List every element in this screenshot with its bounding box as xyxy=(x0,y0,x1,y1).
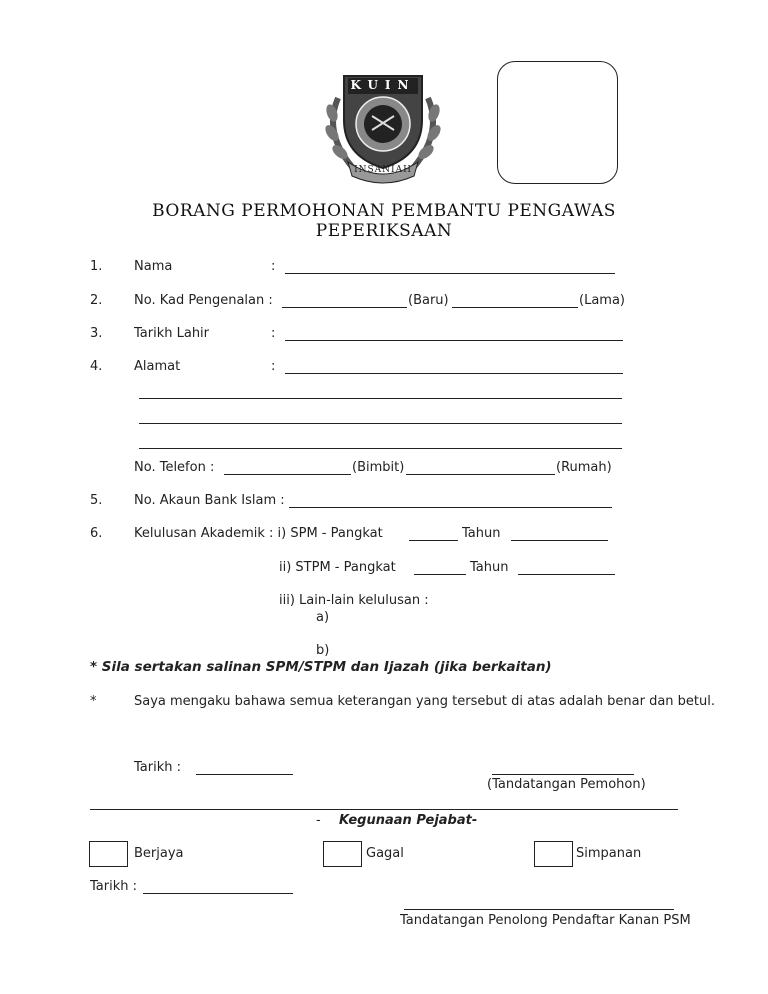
declaration-star: * xyxy=(90,694,97,709)
akaun-bank-field[interactable] xyxy=(289,507,612,508)
alamat-field-3[interactable] xyxy=(139,423,622,424)
label-gagal: Gagal xyxy=(366,846,404,861)
label-stpm: ii) STPM - Pangkat xyxy=(279,560,396,575)
gagal-checkbox[interactable] xyxy=(323,841,362,867)
item-number-2: 2. xyxy=(90,293,103,308)
form-title-line1: BORANG PERMOHONAN PEMBANTU PENGAWAS xyxy=(152,201,616,221)
spm-tahun-field[interactable] xyxy=(511,540,608,541)
note-attach-copies: * Sila sertakan salinan SPM/STPM dan Ijazah (jika berkaitan) xyxy=(90,659,552,675)
item-number-3: 3. xyxy=(90,326,103,341)
stpm-tahun-field[interactable] xyxy=(518,574,615,575)
label-lama: (Lama) xyxy=(579,293,625,308)
kuin-logo xyxy=(318,58,448,186)
colon-nama: : xyxy=(271,259,276,274)
stpm-pangkat-field[interactable] xyxy=(414,574,466,575)
signature-applicant-label: (Tandatangan Pemohon) xyxy=(487,777,646,792)
label-bimbit: (Bimbit) xyxy=(352,460,405,475)
simpanan-checkbox[interactable] xyxy=(534,841,573,867)
tarikh-field[interactable] xyxy=(196,774,293,775)
label-rumah: (Rumah) xyxy=(556,460,612,475)
label-stpm-tahun: Tahun xyxy=(470,560,509,575)
label-telefon: No. Telefon : xyxy=(134,460,215,475)
tarikh-office-field[interactable] xyxy=(143,893,293,894)
telefon-bimbit-field[interactable] xyxy=(224,474,351,475)
label-tarikh: Tarikh : xyxy=(134,760,181,775)
item-number-1: 1. xyxy=(90,259,103,274)
item-number-5: 5. xyxy=(90,493,103,508)
tarikh-lahir-field[interactable] xyxy=(285,340,623,341)
label-simpanan: Simpanan xyxy=(576,846,642,861)
photo-box[interactable] xyxy=(497,61,618,184)
label-tarikh-lahir: Tarikh Lahir xyxy=(134,326,210,341)
label-kad-pengenalan: No. Kad Pengenalan : xyxy=(134,293,273,308)
label-berjaya: Berjaya xyxy=(134,846,184,861)
office-divider xyxy=(90,809,678,810)
form-title-line2: PEPERIKSAAN xyxy=(315,221,453,241)
signature-officer-line[interactable] xyxy=(404,909,674,910)
alamat-field-1[interactable] xyxy=(285,373,623,374)
alamat-field-2[interactable] xyxy=(139,398,622,399)
office-use-title: Kegunaan Pejabat- xyxy=(339,813,478,828)
berjaya-checkbox[interactable] xyxy=(89,841,128,867)
signature-officer-label: Tandatangan Penolong Pendaftar Kanan PSM xyxy=(400,913,691,928)
spm-pangkat-field[interactable] xyxy=(409,540,458,541)
logo-bottom-text: INSANIAH xyxy=(354,165,412,175)
label-akaun-bank: No. Akaun Bank Islam : xyxy=(134,493,285,508)
label-baru: (Baru) xyxy=(408,293,449,308)
logo-top-text: KUIN xyxy=(350,78,416,92)
item-number-6: 6. xyxy=(90,526,103,541)
label-spm-tahun: Tahun xyxy=(462,526,501,541)
telefon-rumah-field[interactable] xyxy=(406,474,555,475)
signature-applicant-line[interactable] xyxy=(492,774,634,775)
item-number-4: 4. xyxy=(90,359,103,374)
label-alamat: Alamat xyxy=(134,359,181,374)
alamat-field-4[interactable] xyxy=(139,448,622,449)
office-dash: - xyxy=(316,813,321,828)
colon-alamat: : xyxy=(271,359,276,374)
label-tarikh-office: Tarikh : xyxy=(90,879,137,894)
label-lain-a: a) xyxy=(316,610,330,625)
kad-baru-field[interactable] xyxy=(282,307,407,308)
label-kelulusan-spm: Kelulusan Akademik : i) SPM - Pangkat xyxy=(134,526,383,541)
declaration-text: Saya mengaku bahawa semua keterangan yang tersebut di atas adalah benar dan betul. xyxy=(134,694,715,709)
label-lain-b: b) xyxy=(316,643,330,658)
label-lain-lain: iii) Lain-lain kelulusan : xyxy=(279,593,429,608)
kad-lama-field[interactable] xyxy=(452,307,578,308)
label-nama: Nama xyxy=(134,259,173,274)
colon-tarikh-lahir: : xyxy=(271,326,276,341)
nama-field[interactable] xyxy=(285,273,615,274)
